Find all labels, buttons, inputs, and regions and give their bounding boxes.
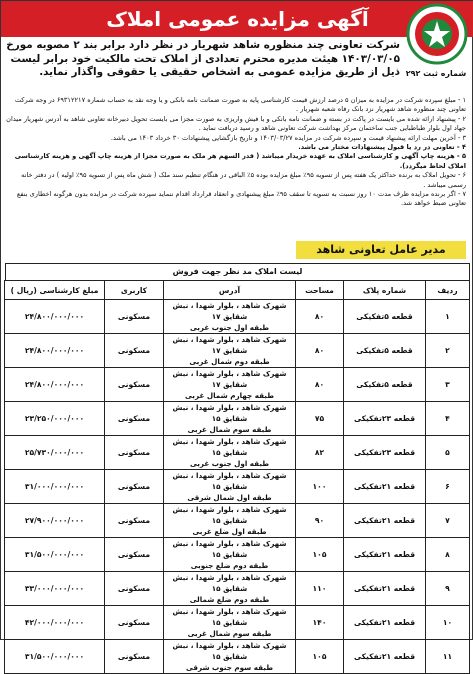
column-header: شماره پلاک [344, 281, 426, 300]
address-line: شهرک شاهد ، بلوار شهدا ، نبش شقایق ۱۵ [172, 539, 287, 559]
appraisal-price: ۳۱/۵۰۰/۰۰۰/۰۰۰ [5, 538, 105, 572]
clause-1: ۱ - مبلغ سپرده شرکت در مزایده به میزان ۵ درصد ارزش قیمت کارشناسی پایه به صورت ضمانت نامه بانکی و یا وجه نقد به حساب شماره ۶۹۳۱۲۲۱۷ در وجه شرکت تعاونی چند منظوره شاهد شهریار نزد بانک رفاه شعبه شهریار . [14, 96, 466, 114]
usage: مسکونی [105, 572, 164, 606]
address [164, 504, 296, 538]
address-line: شهرک شاهد ، بلوار شهدا ، نبش شقایق ۱۵ [172, 471, 287, 491]
table-row [5, 368, 470, 402]
property-table-container [5, 263, 470, 674]
address [164, 436, 296, 470]
row-number: ۷ [426, 504, 470, 538]
address-line: شهرک شاهد ، بلوار شهدا ، نبش شقایق ۱۵ [172, 573, 287, 593]
plate-number: قطعه ۲۱تفکیکی [344, 640, 426, 674]
notice-clauses [4, 96, 466, 209]
usage: مسکونی [105, 300, 164, 334]
table-row [5, 640, 470, 674]
address-floor: طبقه سوم جنوب شرقی [186, 663, 273, 672]
area: ۱۰۰ [296, 470, 344, 504]
address-line: شهرک شاهد ، بلوار شهدا ، نبش شقایق ۱۵ [172, 641, 287, 661]
table-row [5, 300, 470, 334]
row-number: ۱۰ [426, 606, 470, 640]
appraisal-price: ۲۷/۹۰۰/۰۰۰/۰۰۰ [5, 504, 105, 538]
address [164, 300, 296, 334]
table-row [5, 606, 470, 640]
property-table-title: لیست املاک مد نظر جهت فروش [5, 263, 470, 280]
table-header-row [5, 281, 470, 300]
clause-6: ۶ - تحویل املاک به برنده حداکثر یک هفته پس از تسویه ۹۵٪ مبلغ مزایده بوده ۵٪ الباقی در هنگام تنظیم سند ملک ( شش ماه پس از تسویه ۹۵٪ اولیه ) در دفتر خانه رسمی میباشد . [21, 171, 466, 189]
cooperative-logo-icon [406, 3, 468, 65]
area: ۸۰ [296, 334, 344, 368]
notice-title-banner [1, 1, 473, 37]
usage: مسکونی [105, 504, 164, 538]
address [164, 368, 296, 402]
table-row [5, 470, 470, 504]
director-signature-label: مدیر عامل تعاونی شاهد [296, 241, 466, 259]
column-header: ردیف [426, 281, 470, 300]
address-floor: طبقه دوم شمال غربی [189, 357, 270, 366]
plate-number: قطعه ۵تفکیکی [344, 368, 426, 402]
usage: مسکونی [105, 334, 164, 368]
clause-4: ۴ - تعاونی در رد یا قبول پیشنهادات مختار می باشد. [298, 143, 466, 152]
column-header: مبلغ کارشناسی (ریال ) [5, 281, 105, 300]
column-header: مساحت [296, 281, 344, 300]
table-row [5, 504, 470, 538]
address-floor: طبقه سوم شمال غربی [187, 629, 272, 638]
property-table [4, 280, 470, 674]
row-number: ۳ [426, 368, 470, 402]
plate-number: قطعه ۲۱تفکیکی [344, 572, 426, 606]
plate-number: قطعه ۲۱تفکیکی [344, 504, 426, 538]
clause-7: ۷ - اگر برنده مزایده ظرف مدت ۱۰ روز نسبت به تسویه تا سقف ۹۵٪ مبلغ پیشنهادی و انعقاد قرارداد اقدام ننماید سپرده شرکت در مزایده بدون هرگونه اخطاری بنفع تعاونی ضبط خواهد شد. [16, 190, 466, 208]
table-row [5, 334, 470, 368]
usage: مسکونی [105, 368, 164, 402]
address [164, 640, 296, 674]
clause-3: ۳ - آخرین مهلت ارائه پیشنهاد قیمت و سپرده شرکت در مزایده ۱۴۰۳/۰۳/۲۷ و تاریخ بازگشایی پیشنهادات ۳۰ خرداد ۱۴۰۳ می باشد. [110, 133, 466, 142]
address-line: شهرک شاهد ، بلوار شهدا ، نبش شقایق ۱۷ [172, 301, 287, 321]
address-floor: طبقه اول جنوب غربی [189, 459, 270, 468]
address-floor: طبقه سوم شمال غربی [187, 425, 272, 434]
area: ۱۴۰ [296, 606, 344, 640]
row-number: ۱۱ [426, 640, 470, 674]
column-header: آدرس [164, 281, 296, 300]
clause-2: ۲ - پیشنهاد ارائه شده می بایست در پاکت در بسته و ضمانت نامه بانکی و یا فیش واریزی به صورت مجزا می بایست تحویل دبیرخانه تعاونی شاهد به آدرس شهریار میدان جهاد اول بلوار طباطبایی جنب ساختمان مرکز بهداشت شرکت تعاونی شاهد و رسید دریافت نماید . [6, 114, 466, 133]
row-number: ۸ [426, 538, 470, 572]
area: ۸۰ [296, 368, 344, 402]
appraisal-price: ۲۵/۷۳۰/۰۰۰/۰۰۰ [5, 436, 105, 470]
address-floor: طبقه چهارم شمال غربی [185, 391, 274, 400]
area: ۱۱۰ [296, 572, 344, 606]
plate-number: قطعه ۵تفکیکی [344, 300, 426, 334]
address-line: شهرک شاهد ، بلوار شهدا ، نبش شقایق ۱۵ [172, 505, 287, 525]
appraisal-price: ۳۳/۰۰۰/۰۰۰/۰۰۰ [5, 572, 105, 606]
usage: مسکونی [105, 640, 164, 674]
appraisal-price: ۲۴/۸۰۰/۰۰۰/۰۰۰ [5, 300, 105, 334]
address [164, 538, 296, 572]
plate-number: قطعه ۲۱تفکیکی [344, 470, 426, 504]
table-row [5, 572, 470, 606]
address [164, 572, 296, 606]
area: ۱۰۵ [296, 640, 344, 674]
table-row [5, 436, 470, 470]
area: ۹۰ [296, 504, 344, 538]
notice-heading: شرکت تعاونی چند منظوره شاهد شهریار در نظر دارد برابر بند ۲ مصوبه مورخ ۱۴۰۳/۰۳/۰۵ هیئت مدیره محترم تعدادی از املاک تحت مالکیت خود برابر لیست ذیل از طریق مزایده عمومی به اشخاص حقیقی یا حقوقی واگذار نماید. [6, 39, 400, 78]
row-number: ۱ [426, 300, 470, 334]
notice-title: آگهی مزایده عمومی املاک [106, 7, 369, 31]
row-number: ۴ [426, 402, 470, 436]
address-floor: طبقه اول ضلع غربی [192, 527, 267, 536]
row-number: ۵ [426, 436, 470, 470]
usage: مسکونی [105, 606, 164, 640]
address-line: شهرک شاهد ، بلوار شهدا ، نبش شقایق ۱۵ [172, 403, 287, 423]
area: ۷۵ [296, 402, 344, 436]
address-floor: طبقه اول جنوب غربی [189, 323, 270, 332]
usage: مسکونی [105, 402, 164, 436]
area: ۸۲ [296, 436, 344, 470]
address-floor: طبقه دوم ضلع جنوبی [190, 561, 269, 570]
plate-number: قطعه ۵تفکیکی [344, 334, 426, 368]
table-row [5, 538, 470, 572]
clause-5: ۵ - هزینه چاپ آگهی و کارشناسی املاک به عهده خریدار میباشد ( قدر السهم هر ملک به صورت مجزا از هزینه چاپ آگهی و هزینه کارشناسی املاک لحاظ میگردد). [14, 152, 466, 170]
area: ۸۰ [296, 300, 344, 334]
address [164, 334, 296, 368]
column-header: کاربری [105, 281, 164, 300]
address-line: شهرک شاهد ، بلوار شهدا ، نبش شقایق ۱۷ [172, 369, 287, 389]
appraisal-price: ۲۴/۸۰۰/۰۰۰/۰۰۰ [5, 368, 105, 402]
address-floor: طبقه دوم ضلع شمالی [189, 595, 270, 604]
appraisal-price: ۲۴/۸۰۰/۰۰۰/۰۰۰ [5, 334, 105, 368]
address [164, 606, 296, 640]
row-number: ۶ [426, 470, 470, 504]
address-line: شهرک شاهد ، بلوار شهدا ، نبش شقایق ۱۵ [172, 607, 287, 627]
plate-number: قطعه ۲۳تفکیکی [344, 436, 426, 470]
address-line: شهرک شاهد ، بلوار شهدا ، نبش شقایق ۱۷ [172, 335, 287, 355]
table-row [5, 402, 470, 436]
address-floor: طبقه اول شمال شرقی [187, 493, 272, 502]
area: ۱۰۵ [296, 538, 344, 572]
plate-number: قطعه ۲۱تفکیکی [344, 538, 426, 572]
address [164, 470, 296, 504]
appraisal-price: ۳۱/۰۰۰/۰۰۰/۰۰۰ [5, 470, 105, 504]
appraisal-price: ۲۳/۲۵۰/۰۰۰/۰۰۰ [5, 402, 105, 436]
address-line: شهرک شاهد ، بلوار شهدا ، نبش شقایق ۱۵ [172, 437, 287, 457]
address [164, 402, 296, 436]
row-number: ۹ [426, 572, 470, 606]
usage: مسکونی [105, 470, 164, 504]
appraisal-price: ۴۲/۰۰۰/۰۰۰/۰۰۰ [5, 606, 105, 640]
usage: مسکونی [105, 436, 164, 470]
plate-number: قطعه ۲۱تفکیکی [344, 606, 426, 640]
appraisal-price: ۳۱/۵۰۰/۰۰۰/۰۰۰ [5, 640, 105, 674]
row-number: ۲ [426, 334, 470, 368]
registration-number: شماره ثبت ۲۹۲ [405, 69, 467, 78]
usage: مسکونی [105, 538, 164, 572]
plate-number: قطعه ۲۳تفکیکی [344, 402, 426, 436]
